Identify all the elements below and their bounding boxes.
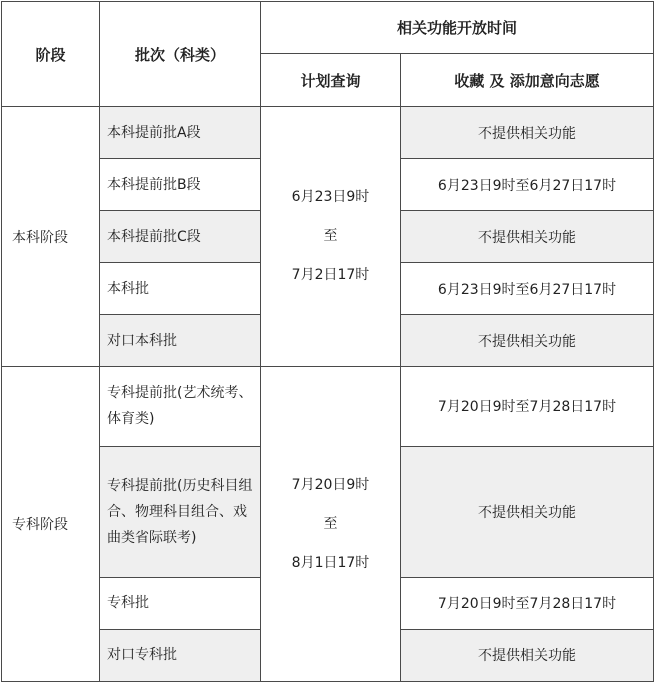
open-time-table	[1, 1, 654, 682]
batch-cell: 本科提前批A段	[100, 107, 261, 159]
fav-cell: 不提供相关功能	[401, 107, 654, 159]
batch-header: 批次（科类）	[100, 2, 261, 107]
plan-end: 7月2日17时	[291, 267, 370, 284]
batch-cell: 专科提前批(历史科目组合、物理科目组合、戏曲类省际联考)	[100, 446, 261, 577]
plan-start: 6月23日9时	[291, 189, 370, 206]
batch-cell: 对口本科批	[100, 315, 261, 367]
fav-cell: 不提供相关功能	[401, 629, 654, 681]
plan-time-cell	[261, 367, 401, 682]
batch-cell: 对口专科批	[100, 629, 261, 681]
plan-to: 至	[323, 515, 338, 532]
table-row	[2, 107, 654, 159]
batch-cell: 本科批	[100, 263, 261, 315]
batch-cell: 专科提前批(艺术统考、体育类)	[100, 367, 261, 446]
fav-cell: 不提供相关功能	[401, 211, 654, 263]
stage-cell: 本科阶段	[2, 107, 100, 367]
plan-end: 8月1日17时	[291, 554, 370, 571]
plan-start: 7月20日9时	[291, 476, 370, 493]
header-row-1	[2, 2, 654, 54]
fav-cell: 6月23日9时至6月27日17时	[401, 159, 654, 211]
fav-cell: 不提供相关功能	[401, 315, 654, 367]
stage-cell: 专科阶段	[2, 367, 100, 682]
stage-header: 阶段	[2, 2, 100, 107]
plan-query-header: 计划查询	[261, 54, 401, 107]
fav-cell: 7月20日9时至7月28日17时	[401, 577, 654, 629]
batch-cell: 本科提前批B段	[100, 159, 261, 211]
batch-cell: 本科提前批C段	[100, 211, 261, 263]
batch-cell: 专科批	[100, 577, 261, 629]
fav-header: 收藏 及 添加意向志愿	[401, 54, 654, 107]
plan-time-cell	[261, 107, 401, 367]
fav-cell: 6月23日9时至6月27日17时	[401, 263, 654, 315]
fav-cell: 7月20日9时至7月28日17时	[401, 367, 654, 446]
table-row	[2, 367, 654, 446]
fav-cell: 不提供相关功能	[401, 446, 654, 577]
open-time-header: 相关功能开放时间	[261, 2, 654, 54]
plan-to: 至	[323, 228, 338, 245]
